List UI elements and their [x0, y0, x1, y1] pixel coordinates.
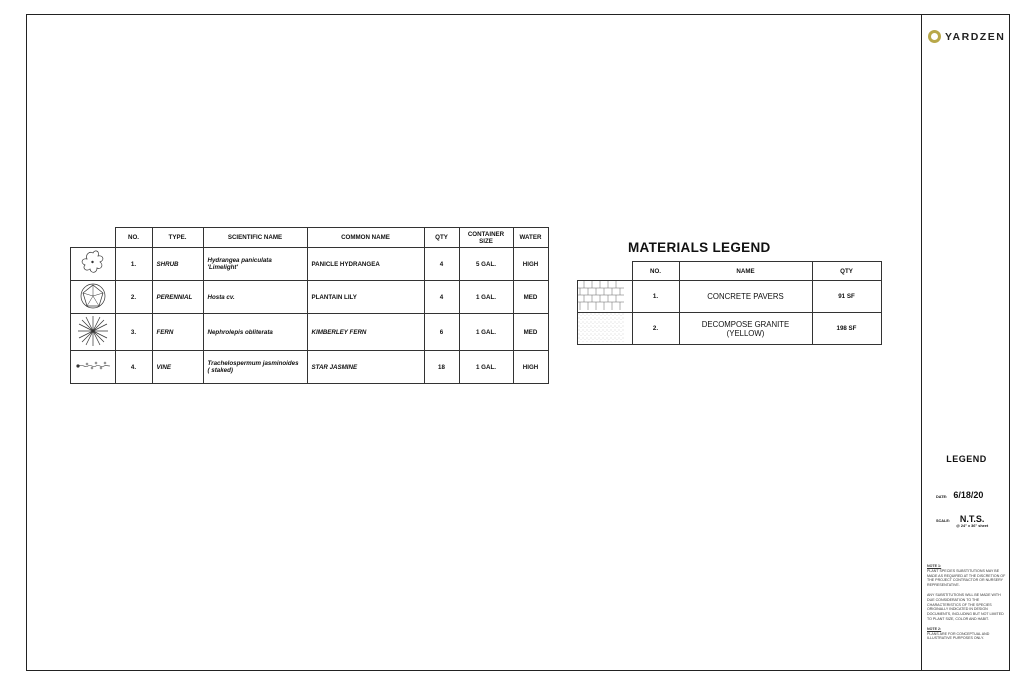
logo-text: YARDZEN	[945, 30, 1006, 43]
row-qty: 198 SF	[812, 313, 881, 345]
header-qty: QTY	[424, 228, 459, 248]
row-type: PERENNIAL	[152, 281, 203, 314]
sheet-title: LEGEND	[946, 454, 987, 464]
name-line2: (YELLOW)	[726, 328, 765, 338]
row-water: MED	[513, 314, 548, 351]
row-scientific-name	[203, 248, 307, 281]
sci-line2: ( staked)	[207, 367, 233, 374]
scale-value: N.T.S.	[959, 514, 985, 524]
table-row	[71, 248, 549, 281]
row-qty: 4	[424, 248, 459, 281]
row-qty: 18	[424, 351, 459, 384]
date-row	[936, 490, 983, 500]
title-block	[921, 14, 1010, 671]
granite-stipple-icon	[578, 313, 633, 345]
header-qty: QTY	[812, 262, 881, 281]
symbol-header	[71, 228, 116, 248]
materials-legend-title: MATERIALS LEGEND	[628, 240, 771, 255]
row-water: HIGH	[513, 248, 548, 281]
note1-title: NOTE 1:	[927, 564, 942, 568]
row-common-name: KIMBERLEY FERN	[307, 314, 424, 351]
header-no: NO.	[115, 228, 152, 248]
table-row	[71, 281, 549, 314]
row-name	[679, 313, 812, 345]
materials-table-header	[578, 262, 882, 281]
shrub-symbol-icon	[71, 248, 116, 281]
header-container-size	[459, 228, 513, 248]
vine-symbol-icon	[71, 351, 116, 384]
name-line1: DECOMPOSE GRANITE	[701, 319, 790, 329]
row-qty: 6	[424, 314, 459, 351]
yardzen-logo	[928, 30, 1005, 43]
header-container-line1: CONTAINER	[467, 230, 505, 238]
plant-table-header	[71, 228, 549, 248]
row-container: 1 GAL.	[459, 281, 513, 314]
row-type: SHRUB	[152, 248, 203, 281]
note2-text: PLANS ARE FOR CONCEPTUAL AND ILLUSTRATIVE PURPOSES ONLY.	[927, 631, 990, 641]
pavers-hatch-icon	[578, 281, 633, 313]
row-no: 1.	[632, 281, 679, 313]
table-row	[578, 313, 882, 345]
header-name: NAME	[679, 262, 812, 281]
note1-text-a: PLANT SPECIES SUBSTITUTIONS MAY BE MADE AS REQUIRED AT THE DISCRETION OF THE PROJECT CONTRACTOR OR NURSERY REPRESENTATIVE.	[927, 568, 1006, 588]
row-no: 4.	[115, 351, 152, 384]
notes	[927, 564, 1007, 646]
row-container: 5 GAL.	[459, 248, 513, 281]
date-value: 6/18/20	[953, 490, 984, 500]
row-common-name: PANICLE HYDRANGEA	[307, 248, 424, 281]
row-qty: 91 SF	[812, 281, 881, 313]
row-common-name: STAR JASMINE	[307, 351, 424, 384]
row-no: 3.	[115, 314, 152, 351]
header-scientific-name: SCIENTIFIC NAME	[203, 228, 307, 248]
row-qty: 4	[424, 281, 459, 314]
scale-label: SCALE:	[936, 519, 951, 523]
row-scientific-name: Nephrolepis obliterata	[203, 314, 307, 351]
header-common-name: COMMON NAME	[307, 228, 424, 248]
fern-symbol-icon	[71, 314, 116, 351]
scale-row	[936, 514, 988, 528]
date-label: DATE:	[936, 495, 948, 499]
plant-schedule-table	[70, 227, 549, 384]
perennial-symbol-icon	[71, 281, 116, 314]
note1-text-b: ANY SUBSTITUTIONS WILL BE MADE WITH DUE CONSIDERATION TO THE CHARACTERISTICS OF THE SPECIES ORIGINALLY INDICATED IN DESIGN DOCUMENTS, INCLUDING BUT NOT LIMITED TO PLANT SIZE, COLOR AND HABIT.	[927, 592, 1004, 621]
row-container: 1 GAL.	[459, 314, 513, 351]
row-type: FERN	[152, 314, 203, 351]
header-no: NO.	[632, 262, 679, 281]
row-no: 2.	[632, 313, 679, 345]
table-row	[71, 314, 549, 351]
logo-ring-icon	[928, 30, 941, 43]
header-type: TYPE.	[152, 228, 203, 248]
sci-line1: Hydrangea paniculata	[207, 257, 272, 264]
materials-legend-table	[577, 261, 882, 345]
row-water: MED	[513, 281, 548, 314]
header-container-line2: SIZE	[479, 237, 493, 245]
sci-line1: Trachelospermum jasminoides	[207, 360, 299, 367]
row-container: 1 GAL.	[459, 351, 513, 384]
table-row	[578, 281, 882, 313]
row-common-name: PLANTAIN LILY	[307, 281, 424, 314]
header-water: WATER	[513, 228, 548, 248]
table-row	[71, 351, 549, 384]
row-scientific-name: Hosta cv.	[203, 281, 307, 314]
row-scientific-name	[203, 351, 307, 384]
sci-line2: 'Limelight'	[207, 264, 238, 271]
note2-title: NOTE 2:	[927, 626, 942, 631]
row-water: HIGH	[513, 351, 548, 384]
scale-block	[956, 514, 988, 528]
symbol-header	[578, 262, 633, 281]
row-no: 1.	[115, 248, 152, 281]
row-no: 2.	[115, 281, 152, 314]
row-type: VINE	[152, 351, 203, 384]
row-name: CONCRETE PAVERS	[679, 281, 812, 313]
scale-note: @ 24" x 36" sheet	[956, 524, 989, 528]
